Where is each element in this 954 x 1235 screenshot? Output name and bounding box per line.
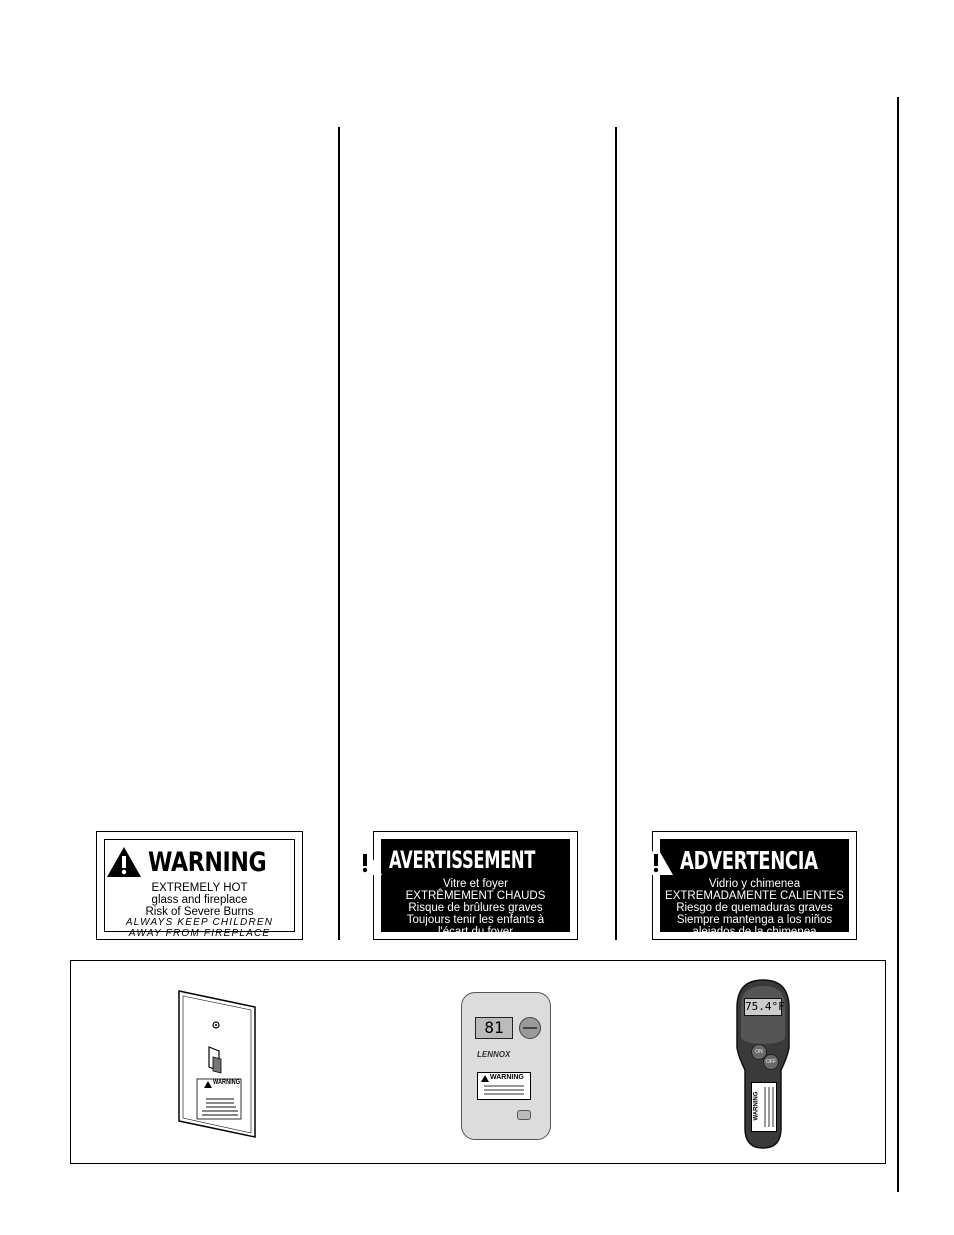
warning-line-italic: AWAY FROM FIREPLACE bbox=[128, 927, 271, 939]
switch-warning-text: WARNING bbox=[213, 1079, 241, 1086]
remote-temperature: 75.4°F bbox=[745, 1000, 785, 1013]
warning-label-spanish bbox=[652, 831, 857, 940]
warning-triangle-icon bbox=[347, 844, 383, 876]
warning-line: Vitre et foyer bbox=[443, 878, 508, 890]
warning-heading: WARNING bbox=[148, 846, 267, 878]
warning-label-english bbox=[96, 831, 303, 940]
warning-text-french bbox=[381, 878, 570, 938]
remote-off-label: OFF bbox=[766, 1059, 776, 1065]
thermostat-body bbox=[461, 992, 551, 1140]
thermostat-brand: LENNOX bbox=[477, 1050, 511, 1059]
warning-line: Risk of Severe Burns bbox=[145, 906, 254, 918]
warning-line: EXTREMELY HOT bbox=[151, 882, 248, 894]
warning-line: glass and fireplace bbox=[151, 894, 248, 906]
warning-line-italic: ALWAYS KEEP CHILDREN bbox=[125, 917, 274, 928]
warning-triangle-icon bbox=[106, 846, 142, 878]
remote-control bbox=[731, 978, 795, 1150]
remote-off-button[interactable] bbox=[763, 1054, 779, 1070]
thermostat-temperature: 81 bbox=[484, 1018, 504, 1037]
warning-label-spanish-header bbox=[660, 844, 849, 876]
warning-line: l'écart du foyer bbox=[437, 926, 514, 938]
warning-label-english-inner bbox=[104, 839, 295, 939]
device-illustration-box bbox=[70, 960, 886, 1164]
thermostat-display bbox=[475, 1017, 513, 1039]
warning-label-english-header bbox=[105, 846, 294, 878]
remote-warning-sticker bbox=[751, 1082, 777, 1132]
warning-label-french-inner bbox=[381, 839, 570, 938]
warning-line: Vidrio y chimenea bbox=[708, 878, 801, 890]
remote-warning-text: WARNING bbox=[753, 1091, 760, 1121]
thermostat-slide-switch[interactable] bbox=[517, 1110, 531, 1120]
warning-label-french-header bbox=[381, 844, 570, 876]
warning-label-spanish-inner bbox=[660, 839, 849, 938]
warning-line: Siempre mantenga a los niños bbox=[676, 914, 833, 926]
warning-line: Toujours tenir les enfants à bbox=[406, 914, 545, 926]
warning-triangle-icon bbox=[638, 844, 674, 876]
warning-line: alejados de la chimenea bbox=[692, 926, 817, 938]
warning-line: Risque de brûlures graves bbox=[408, 902, 543, 914]
wall-switch-drawing bbox=[169, 987, 261, 1139]
avertissement-heading: AVERTISSEMENT bbox=[389, 846, 536, 874]
thermostat bbox=[461, 992, 551, 1142]
page-right-rule bbox=[897, 97, 899, 1192]
warning-line: EXTREMADAMENTE CALIENTES bbox=[665, 890, 844, 902]
thermostat-dial-button[interactable] bbox=[519, 1017, 541, 1039]
warning-line: EXTRÊMEMENT CHAUDS bbox=[405, 890, 546, 902]
remote-display bbox=[744, 998, 785, 1016]
warning-label-french bbox=[373, 831, 578, 940]
thermostat-warning-sticker bbox=[477, 1072, 531, 1100]
wall-switch-plate bbox=[169, 987, 261, 1139]
advertencia-heading: ADVERTENCIA bbox=[679, 845, 818, 875]
remote-on-label: ON bbox=[755, 1049, 763, 1055]
thermostat-warning-text: WARNING bbox=[490, 1074, 524, 1081]
warning-line: Riesgo de quemaduras graves bbox=[676, 902, 833, 914]
column-divider-left bbox=[338, 127, 340, 940]
column-divider-right bbox=[615, 127, 617, 940]
warning-triangle-icon bbox=[481, 1075, 489, 1082]
warning-text-spanish bbox=[660, 878, 849, 938]
warning-text-english bbox=[105, 882, 294, 939]
